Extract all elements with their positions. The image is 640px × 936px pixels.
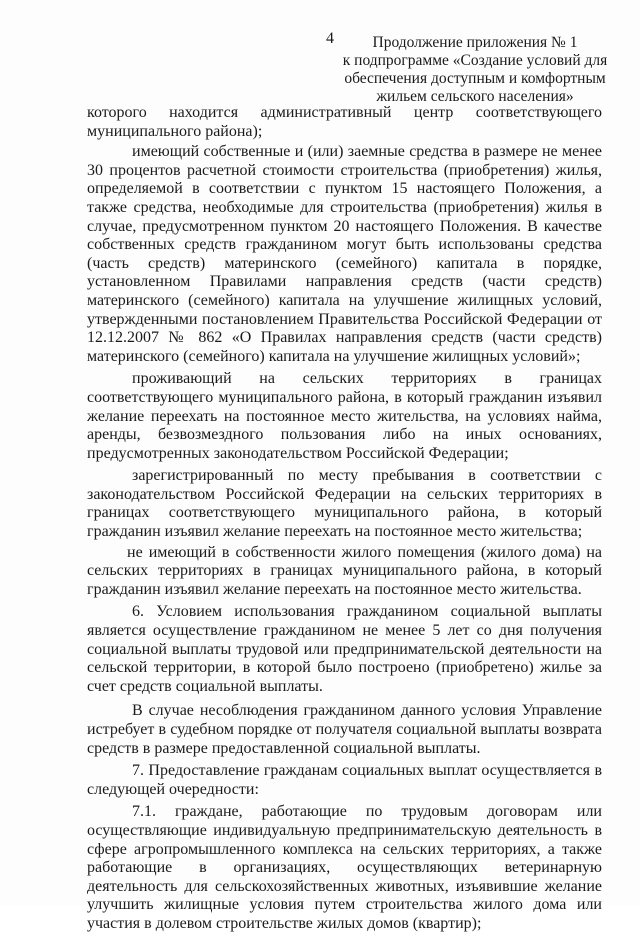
- paragraph-item-6: 6. Условием использования гражданином социальной выплаты является осуществление гражданином не менее 5 лет со дня получения социальной выплаты трудовой или предпринимательской деятельности на сельской территории, в которой было построено (приобретено) жилье за счет средств социальной выплаты.: [87, 603, 602, 695]
- appendix-header: [340, 34, 610, 106]
- paragraph-item-7-1: 7.1. граждане, работающие по трудовым договорам или осуществляющие индивидуальную предпринимательскую деятельность в сфере агропромышленного комплекса на сельских территориях, а также работающие в организациях, осуществляющих ветеринарную деятельность для сельскохозяйственных животных, изъявившие желание улучшить жилищные условия путем строительства жилого дома или участия в долевом строительстве жилых домов (квартир);: [87, 803, 602, 932]
- paragraph-registered: зарегистрированный по месту пребывания в соответствии с законодательством Российской Федерации на сельских территориях в границах соответствующего муниципального района, в который гражданин изъявил желание переехать на постоянное место жительства;: [87, 467, 602, 541]
- page-number: 4: [326, 30, 334, 47]
- appendix-line: к подпрограмме «Создание условий для: [342, 52, 608, 69]
- paragraph-no-housing: не имеющий в собственности жилого помещения (жилого дома) на сельских территориях в границах муниципального района, в который гражданин изъявил желание переехать на постоянное место жительства.: [87, 543, 602, 598]
- paragraph-continuation: которого находится административный центр соответствующего муниципального района);: [87, 104, 602, 140]
- paragraph-item-7: 7. Предоставление гражданам социальных выплат осуществляется в следующей очередности:: [87, 762, 602, 798]
- document-body: [87, 104, 602, 936]
- paragraph-residing: проживающий на сельских территориях в границах соответствующего муниципального района, в который гражданин изъявил желание переехать на постоянное место жительства, на условиях найма, аренды, безвозмездного пользования либо на иных основаниях, предусмотренных законодательством Российской Федерации;: [87, 370, 602, 462]
- appendix-line: обеспечения доступным и комфортным: [344, 70, 606, 87]
- appendix-line: жильем сельского населения»: [376, 88, 574, 105]
- paragraph-noncompliance: В случае несоблюдения гражданином данного условия Управление истребует в судебном порядке от получателя социальной выплаты возврата средств в размере предоставленной социальной выплаты.: [87, 702, 602, 757]
- appendix-title: Продолжение приложения № 1: [372, 34, 578, 51]
- paragraph-own-funds: имеющий собственные и (или) заемные средства в размере не менее 30 процентов расчетной стоимости строительства (приобретения) жилья, определяемой в соответствии с пунктом 15 настоящего Положения, а также средства, необходимые для строительства (приобретения) жилья в случае, предусмотренном пунктом 20 настоящего Положения. В качестве собственных средств гражданином могут быть использованы средства (часть средств) материнского (семейного) капитала в порядке, установленном Правилами направления средств (части средств) материнского (семейного) капитала на улучшение жилищных условий, утвержденными постановлением Правительства Российской Федерации от 12.12.2007 № 862 «О Правилах направления средств (части средств) материнского (семейного) капитала на улучшение жилищных условий»;: [87, 143, 602, 365]
